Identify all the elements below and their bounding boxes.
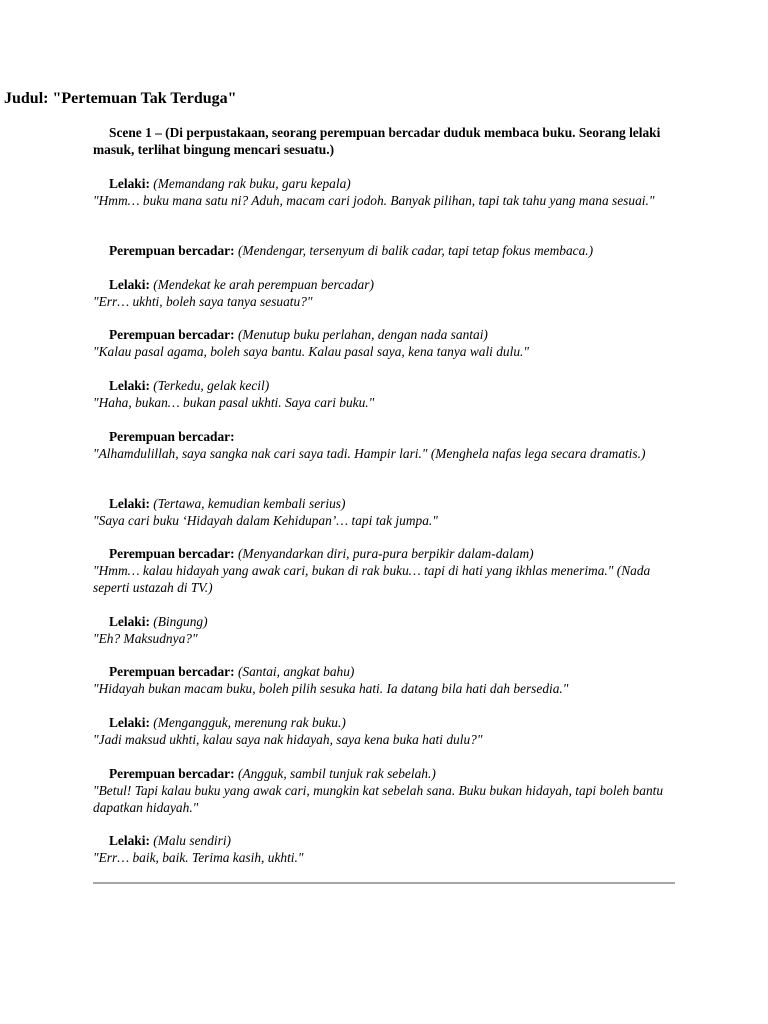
scene-heading: Scene 1 – (Di perpustakaan, seorang perempuan bercadar duduk membaca buku. Seorang lelaki masuk, terlihat bingung mencari sesuatu.) bbox=[93, 125, 661, 157]
stage-direction: (Bingung) bbox=[153, 614, 208, 629]
document-title: Judul: "Pertemuan Tak Terduga" bbox=[4, 90, 237, 107]
speaker-name: Perempuan bercadar: bbox=[109, 327, 235, 342]
dialogue-block bbox=[93, 663, 675, 697]
dialogue-line: "Hmm… kalau hidayah yang awak cari, bukan di rak buku… tapi di hati yang ikhlas menerima." (Nada seperti ustazah di TV.) bbox=[93, 563, 651, 595]
speaker-name: Lelaki: bbox=[109, 833, 150, 848]
stage-direction: (Memandang rak buku, garu kepala) bbox=[153, 176, 351, 191]
speaker-name: Lelaki: bbox=[109, 715, 150, 730]
dialogue-line: "Kalau pasal agama, boleh saya bantu. Kalau pasal saya, kena tanya wali dulu." bbox=[93, 344, 530, 359]
dialogue-line: "Betul! Tapi kalau buku yang awak cari, mungkin kat sebelah sana. Buku bukan hidayah, tapi boleh bantu dapatkan hidayah." bbox=[93, 783, 664, 815]
speaker-name: Perempuan bercadar: bbox=[109, 546, 235, 561]
dialogue-line: "Saya cari buku ‘Hidayah dalam Kehidupan’… tapi tak jumpa." bbox=[93, 513, 438, 528]
dialogue-block bbox=[93, 765, 675, 816]
speaker-name: Perempuan bercadar: bbox=[109, 766, 235, 781]
dialogue-line: "Eh? Maksudnya?" bbox=[93, 631, 198, 646]
dialogue-block bbox=[93, 175, 675, 209]
dialogue-line: "Jadi maksud ukhti, kalau saya nak hidayah, saya kena buka hati dulu?" bbox=[93, 732, 483, 747]
stage-direction: (Santai, angkat bahu) bbox=[237, 664, 355, 679]
dialogue-line: "Haha, bukan… bukan pasal ukhti. Saya cari buku." bbox=[93, 395, 375, 410]
stage-direction: (Menyandarkan diri, pura-pura berpikir dalam-dalam) bbox=[237, 546, 534, 561]
dialogue-block bbox=[93, 714, 675, 748]
speaker-name: Lelaki: bbox=[109, 614, 150, 629]
stage-direction: (Malu sendiri) bbox=[153, 833, 232, 848]
speaker-name: Lelaki: bbox=[109, 176, 150, 191]
dialogue-block bbox=[93, 832, 675, 866]
dialogue-line: "Hidayah bukan macam buku, boleh pilih sesuka hati. Ia datang bila hati dah bersedia." bbox=[93, 681, 569, 696]
stage-direction: (Angguk, sambil tunjuk rak sebelah.) bbox=[237, 766, 436, 781]
dialogue-block bbox=[93, 326, 675, 360]
dialogue-block bbox=[93, 545, 675, 596]
dialogue-block bbox=[93, 613, 675, 647]
dialogue-block bbox=[93, 377, 675, 411]
dialogue-line: "Alhamdulillah, saya sangka nak cari saya tadi. Hampir lari." (Menghela nafas lega secara dramatis.) bbox=[93, 446, 646, 461]
speaker-name: Perempuan bercadar: bbox=[109, 243, 235, 258]
stage-direction: (Menutup buku perlahan, dengan nada santai) bbox=[237, 327, 488, 342]
stage-direction: (Tertawa, kemudian kembali serius) bbox=[153, 496, 346, 511]
speaker-name: Lelaki: bbox=[109, 277, 150, 292]
speaker-name: Lelaki: bbox=[109, 378, 150, 393]
dialogue-line: "Err… ukhti, boleh saya tanya sesuatu?" bbox=[93, 294, 313, 309]
dialogue-block bbox=[93, 242, 675, 259]
dialogue-block bbox=[93, 276, 675, 310]
dialogue-line: "Hmm… buku mana satu ni? Aduh, macam cari jodoh. Banyak pilihan, tapi tak tahu yang mana sesuai." bbox=[93, 193, 655, 208]
stage-direction: (Mendekat ke arah perempuan bercadar) bbox=[153, 277, 374, 292]
stage-direction: (Mendengar, tersenyum di balik cadar, tapi tetap fokus membaca.) bbox=[237, 243, 594, 258]
horizontal-divider bbox=[93, 882, 675, 884]
dialogue-line: "Err… baik, baik. Terima kasih, ukhti." bbox=[93, 850, 304, 865]
speaker-name: Lelaki: bbox=[109, 496, 150, 511]
stage-direction: (Terkedu, gelak kecil) bbox=[153, 378, 270, 393]
speaker-name: Perempuan bercadar: bbox=[109, 664, 235, 679]
dialogue-block bbox=[93, 428, 675, 462]
speaker-name: Perempuan bercadar: bbox=[109, 429, 235, 444]
stage-direction: (Mengangguk, merenung rak buku.) bbox=[153, 715, 346, 730]
dialogue-block bbox=[93, 495, 675, 529]
